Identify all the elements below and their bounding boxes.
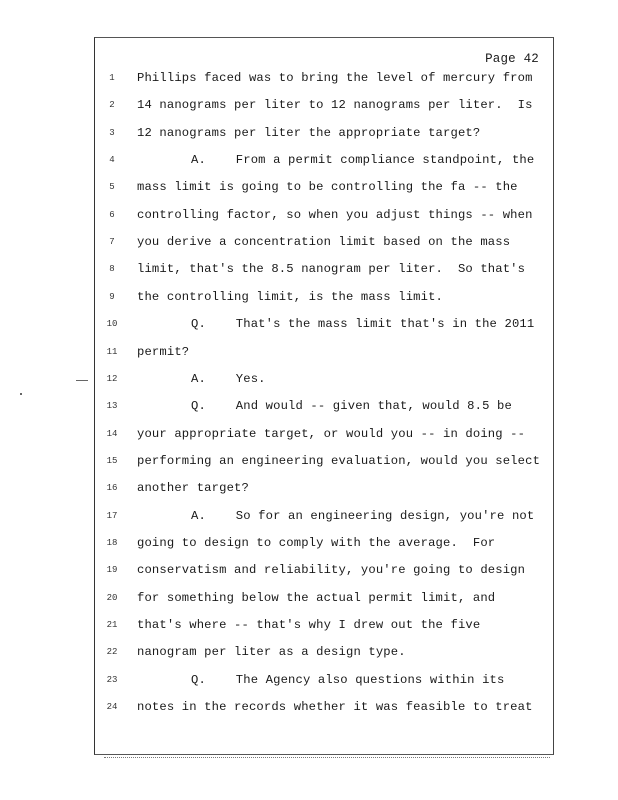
- line-number: 10: [106, 319, 118, 330]
- line-number: 23: [106, 674, 118, 685]
- line-number: 17: [106, 510, 118, 521]
- line-text: performing an engineering evaluation, would you select: [137, 453, 541, 468]
- line-text: controlling factor, so when you adjust things -- when: [137, 207, 533, 222]
- transcript-line: [95, 98, 555, 118]
- line-text: you derive a concentration limit based on the mass: [137, 235, 511, 250]
- line-number: 6: [109, 209, 115, 220]
- line-text: another target?: [137, 481, 249, 496]
- scan-speck: [20, 393, 22, 395]
- transcript-line: [95, 591, 555, 611]
- line-text: Q. That's the mass limit that's in the 2011: [191, 317, 535, 332]
- line-number: 21: [106, 620, 118, 630]
- line-number: 18: [106, 537, 118, 548]
- line-text: for something below the actual permit limit, and: [137, 590, 496, 605]
- line-number: 22: [106, 647, 118, 658]
- transcript-line: [95, 153, 555, 173]
- transcript-line: [95, 563, 555, 583]
- line-number: 16: [106, 483, 118, 494]
- line-number: 15: [106, 455, 118, 466]
- line-number: 20: [106, 592, 118, 603]
- transcript-line: [95, 235, 555, 255]
- line-number: 8: [109, 264, 115, 275]
- transcript-line: [95, 481, 555, 501]
- transcript-line: [95, 427, 555, 447]
- page-number: Page 42: [485, 52, 539, 66]
- line-text: the controlling limit, is the mass limit.: [137, 289, 444, 304]
- transcript-line: [95, 180, 555, 200]
- line-number: 24: [106, 702, 118, 713]
- footer-rule: [104, 757, 550, 758]
- line-number: 7: [109, 237, 115, 248]
- line-text: Q. And would -- given that, would 8.5 be: [191, 399, 512, 414]
- line-text: A. So for an engineering design, you're not: [191, 508, 535, 523]
- transcript-line: [95, 645, 555, 665]
- scan-speck: [76, 380, 88, 381]
- line-number: 12: [106, 373, 118, 384]
- line-number: 3: [109, 127, 115, 138]
- line-text: notes in the records whether it was feasible to treat: [137, 700, 533, 715]
- line-text: 14 nanograms per liter to 12 nanograms per liter. Is: [137, 98, 533, 113]
- transcript-line: [95, 71, 555, 91]
- line-text: conservatism and reliability, you're going to design: [137, 563, 526, 578]
- line-text: that's where -- that's why I drew out the five: [137, 618, 481, 632]
- line-text: A. From a permit compliance standpoint, the: [191, 153, 535, 168]
- transcript-line: [95, 618, 555, 638]
- line-number: 1: [109, 73, 115, 83]
- line-number: 14: [106, 428, 118, 439]
- transcript-line: [95, 317, 555, 337]
- transcript-line: [95, 700, 555, 720]
- line-text: A. Yes.: [191, 371, 266, 386]
- line-number: 11: [106, 346, 118, 357]
- line-text: Q. The Agency also questions within its: [191, 672, 505, 687]
- transcript-line: [95, 372, 555, 392]
- line-number: 13: [106, 401, 118, 412]
- transcript-line: [95, 262, 555, 282]
- line-text: Phillips faced was to bring the level of mercury from: [137, 71, 533, 85]
- line-text: 12 nanograms per liter the appropriate target?: [137, 125, 481, 140]
- line-text: going to design to comply with the average. For: [137, 535, 496, 550]
- line-text: nanogram per liter as a design type.: [137, 645, 406, 660]
- transcript-line: [95, 673, 555, 693]
- transcript-line: [95, 399, 555, 419]
- line-number: 19: [106, 565, 118, 576]
- line-text: limit, that's the 8.5 nanogram per liter. So that's: [137, 262, 526, 277]
- transcript-line: [95, 126, 555, 146]
- line-number: 9: [109, 291, 115, 302]
- line-number: 5: [109, 182, 115, 193]
- transcript-line: [95, 290, 555, 310]
- line-text: permit?: [137, 344, 190, 359]
- transcript-line: [95, 208, 555, 228]
- line-number: 4: [109, 155, 115, 166]
- line-number: 2: [109, 100, 115, 111]
- line-text: mass limit is going to be controlling the fa -- the: [137, 180, 518, 195]
- transcript-line: [95, 536, 555, 556]
- transcript-line: [95, 454, 555, 474]
- transcript-line: [95, 345, 555, 365]
- transcript-line: [95, 509, 555, 529]
- transcript-page: [94, 37, 554, 755]
- line-text: your appropriate target, or would you -- in doing --: [137, 426, 526, 441]
